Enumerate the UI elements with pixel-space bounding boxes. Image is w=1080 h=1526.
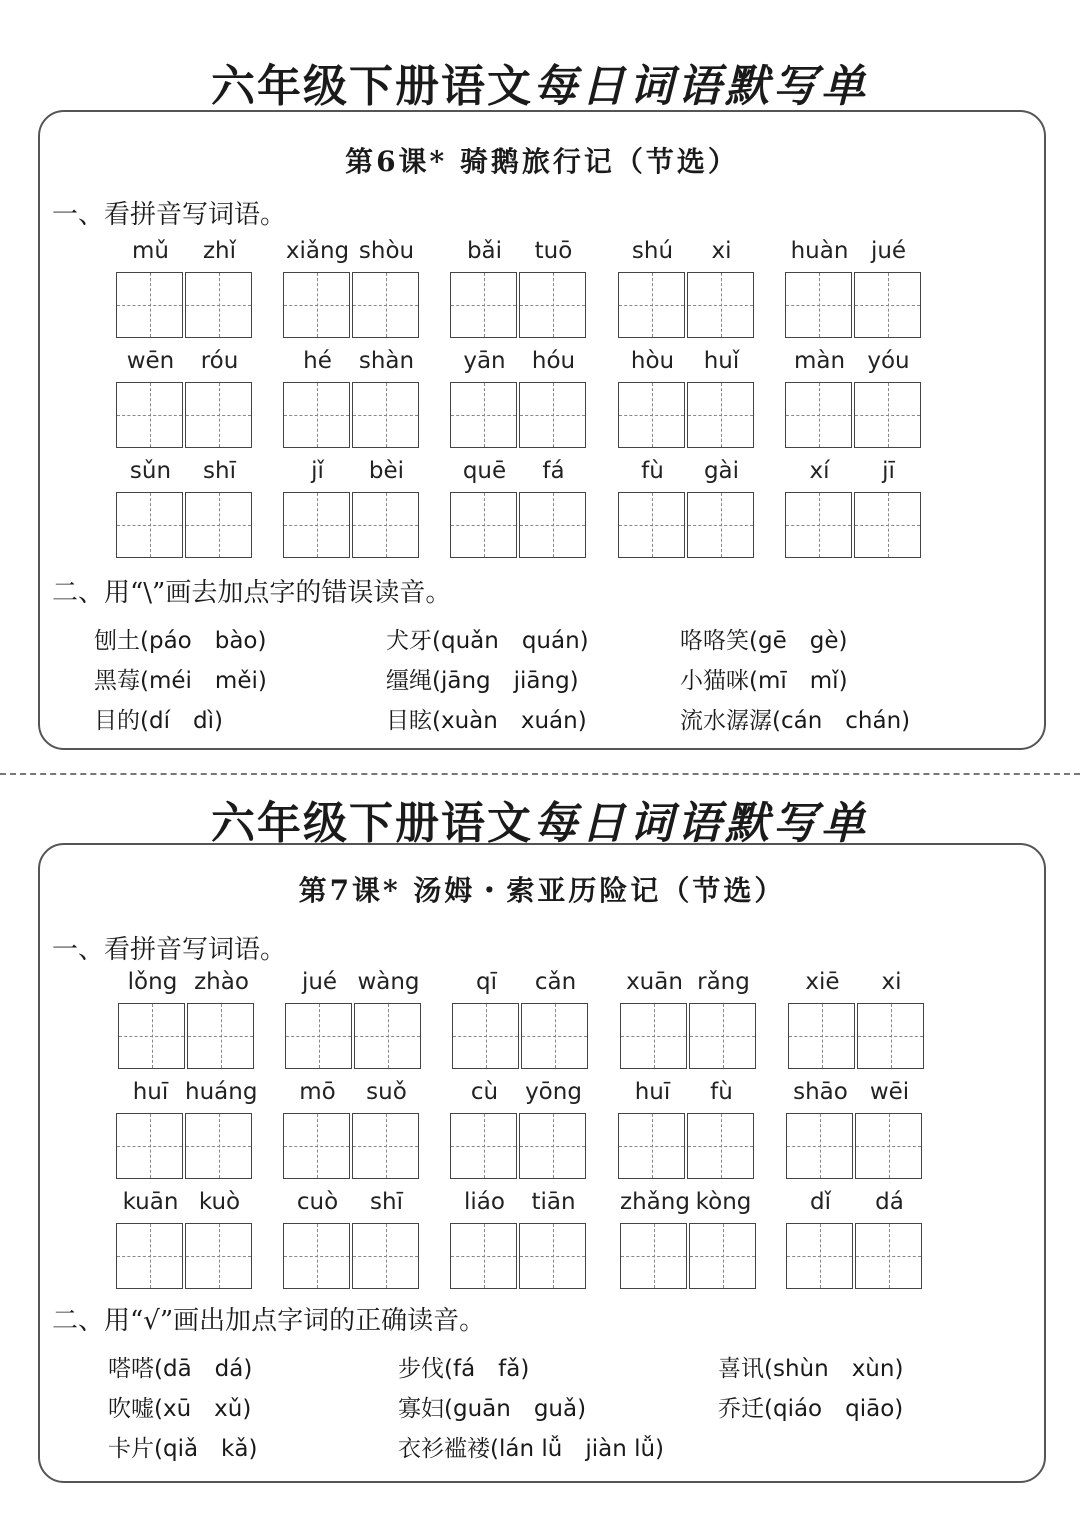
pinyin-label: yóu	[867, 348, 910, 374]
writing-box[interactable]	[618, 382, 685, 448]
writing-box[interactable]	[687, 1113, 754, 1179]
pinyin-label: cǎn	[534, 969, 577, 995]
writing-box[interactable]	[687, 382, 754, 448]
writing-box[interactable]	[352, 382, 419, 448]
reading-item: 嗒嗒(dā dá)	[108, 1356, 253, 1382]
writing-box[interactable]	[116, 1223, 183, 1289]
writing-box[interactable]	[354, 1003, 421, 1069]
pinyin-label: jué	[301, 969, 338, 995]
writing-box[interactable]	[786, 1113, 853, 1179]
pinyin-label: dá	[875, 1189, 904, 1215]
pinyin-label: qī	[476, 969, 497, 995]
writing-box[interactable]	[854, 382, 921, 448]
lesson-title: 第6课* 骑鹅旅行记（节选）	[345, 145, 739, 178]
pinyin-label: gài	[703, 458, 740, 484]
writing-box[interactable]	[450, 1223, 517, 1289]
writing-box[interactable]	[785, 272, 852, 338]
writing-box[interactable]	[283, 1223, 350, 1289]
section-1-heading: 一、看拼音写词语。	[52, 935, 287, 965]
pinyin-label: wēi	[869, 1079, 910, 1105]
writing-box[interactable]	[788, 1003, 855, 1069]
writing-box[interactable]	[521, 1003, 588, 1069]
sheet-title-part2: 每日词语默写单	[533, 61, 869, 112]
pinyin-label: jǐ	[311, 458, 324, 484]
writing-box[interactable]	[185, 1113, 252, 1179]
pinyin-label: shòu	[358, 238, 415, 264]
writing-box[interactable]	[519, 1223, 586, 1289]
writing-box[interactable]	[450, 382, 517, 448]
pinyin-label: kuò	[198, 1189, 241, 1215]
pinyin-label: fù	[641, 458, 664, 484]
pinyin-label: xí	[809, 458, 830, 484]
pinyin-label: fù	[710, 1079, 733, 1105]
writing-box[interactable]	[116, 1113, 183, 1179]
writing-box[interactable]	[620, 1003, 687, 1069]
pinyin-label: huī	[634, 1079, 671, 1105]
pinyin-label: mō	[299, 1079, 336, 1105]
writing-box[interactable]	[450, 492, 517, 558]
pinyin-label: huǐ	[703, 348, 740, 374]
pinyin-label: kuān	[122, 1189, 179, 1215]
reading-item: 吹嘘(xū xǔ)	[108, 1396, 252, 1422]
pinyin-label: zhǎng	[620, 1189, 690, 1215]
pinyin-label: shàn	[358, 348, 415, 374]
pinyin-label: hé	[303, 348, 332, 374]
writing-box[interactable]	[519, 492, 586, 558]
writing-box[interactable]	[785, 382, 852, 448]
reading-item: 衣衫褴褛(lán lǚ jiàn lǚ)	[398, 1436, 665, 1462]
pinyin-label: sǔn	[129, 458, 172, 484]
pinyin-label: huàn	[790, 238, 849, 264]
reading-item: 黑莓(méi měi)	[94, 668, 267, 694]
writing-box[interactable]	[689, 1223, 756, 1289]
pinyin-label: xiǎng	[285, 238, 350, 264]
writing-box[interactable]	[185, 382, 252, 448]
pinyin-label: cuò	[296, 1189, 339, 1215]
pinyin-label: jué	[870, 238, 907, 264]
writing-box[interactable]	[450, 272, 517, 338]
pinyin-label: yān	[463, 348, 506, 374]
writing-box[interactable]	[283, 1113, 350, 1179]
writing-box[interactable]	[185, 492, 252, 558]
writing-box[interactable]	[352, 272, 419, 338]
reading-item: 步伐(fá fǎ)	[398, 1356, 530, 1382]
pinyin-label: rǎng	[697, 969, 750, 995]
writing-box[interactable]	[687, 272, 754, 338]
pinyin-label: hóu	[531, 348, 576, 374]
writing-box[interactable]	[283, 492, 350, 558]
reading-item: 喜讯(shùn xùn)	[718, 1356, 904, 1382]
pinyin-label: shāo	[793, 1079, 848, 1105]
sheet-title-part1: 六年级下册语文	[211, 61, 533, 112]
sheet-title	[0, 50, 1080, 114]
pinyin-label: kòng	[695, 1189, 752, 1215]
writing-box[interactable]	[283, 382, 350, 448]
writing-box[interactable]	[687, 492, 754, 558]
pinyin-label: liáo	[464, 1189, 505, 1215]
writing-box[interactable]	[854, 272, 921, 338]
section-1-heading: 一、看拼音写词语。	[52, 200, 287, 230]
pinyin-label: xi	[711, 238, 732, 264]
pinyin-label: mǔ	[132, 238, 169, 264]
reading-item: 寡妇(guān guǎ)	[398, 1396, 587, 1422]
writing-box[interactable]	[854, 492, 921, 558]
pinyin-label: màn	[793, 348, 846, 374]
pinyin-label: róu	[200, 348, 239, 374]
writing-box[interactable]	[187, 1003, 254, 1069]
reading-item: 小猫咪(mī mǐ)	[680, 668, 848, 694]
pinyin-label: tiān	[531, 1189, 576, 1215]
reading-item: 咯咯笑(gē gè)	[680, 628, 848, 654]
pinyin-label: xi	[881, 969, 902, 995]
pinyin-label: bǎi	[466, 238, 503, 264]
writing-box[interactable]	[786, 1223, 853, 1289]
pinyin-label: tuō	[534, 238, 573, 264]
pinyin-label: shī	[203, 458, 236, 484]
writing-box[interactable]	[855, 1223, 922, 1289]
pinyin-label: huáng	[185, 1079, 258, 1105]
writing-box[interactable]	[519, 1113, 586, 1179]
pinyin-label: zhào	[194, 969, 249, 995]
writing-box[interactable]	[285, 1003, 352, 1069]
writing-box[interactable]	[283, 272, 350, 338]
writing-box[interactable]	[620, 1223, 687, 1289]
writing-box[interactable]	[352, 492, 419, 558]
worksheet-frame	[38, 843, 1046, 1483]
pinyin-label: zhǐ	[202, 238, 237, 264]
section-2-heading: 二、用“\”画去加点字的错误读音。	[52, 578, 452, 608]
pinyin-label: fá	[542, 458, 565, 484]
writing-box[interactable]	[450, 1113, 517, 1179]
pinyin-label: xiē	[805, 969, 840, 995]
pinyin-label: xuān	[626, 969, 683, 995]
writing-box[interactable]	[689, 1003, 756, 1069]
writing-box[interactable]	[185, 1223, 252, 1289]
writing-box[interactable]	[855, 1113, 922, 1179]
writing-box[interactable]	[452, 1003, 519, 1069]
writing-box[interactable]	[618, 1113, 685, 1179]
pinyin-label: shī	[370, 1189, 403, 1215]
writing-box[interactable]	[352, 1113, 419, 1179]
sheet-title	[0, 787, 1080, 851]
lesson-title: 第7课* 汤姆・索亚历险记（节选）	[298, 874, 786, 907]
reading-item: 刨土(páo bào)	[94, 628, 267, 654]
pinyin-label: dǐ	[810, 1189, 831, 1215]
reading-item: 目眩(xuàn xuán)	[386, 708, 587, 734]
pinyin-label: lǒng	[127, 969, 178, 995]
pinyin-label: quē	[462, 458, 507, 484]
writing-box[interactable]	[519, 272, 586, 338]
pinyin-label: suǒ	[366, 1079, 407, 1105]
pinyin-label: hòu	[630, 348, 675, 374]
writing-box[interactable]	[116, 272, 183, 338]
pinyin-label: huī	[132, 1079, 169, 1105]
pinyin-label: yōng	[525, 1079, 582, 1105]
reading-item: 卡片(qiǎ kǎ)	[108, 1436, 258, 1462]
writing-box[interactable]	[116, 492, 183, 558]
pinyin-label: wēn	[126, 348, 175, 374]
writing-box[interactable]	[116, 382, 183, 448]
writing-box[interactable]	[618, 492, 685, 558]
section-2-heading: 二、用“√”画出加点字词的正确读音。	[52, 1306, 486, 1336]
pinyin-label: bèi	[368, 458, 405, 484]
sheet-title-part1: 六年级下册语文	[211, 798, 533, 849]
writing-box[interactable]	[185, 272, 252, 338]
reading-item: 流水潺潺(cán chán)	[680, 708, 911, 734]
pinyin-label: shú	[631, 238, 674, 264]
reading-item: 犬牙(quǎn quán)	[386, 628, 589, 654]
writing-box[interactable]	[785, 492, 852, 558]
worksheet-lesson-7	[0, 775, 1080, 1526]
pinyin-label: wàng	[357, 969, 420, 995]
writing-box[interactable]	[118, 1003, 185, 1069]
writing-box[interactable]	[352, 1223, 419, 1289]
sheet-title-part2: 每日词语默写单	[533, 798, 869, 849]
reading-item: 乔迁(qiáo qiāo)	[718, 1396, 904, 1422]
writing-box[interactable]	[618, 272, 685, 338]
worksheet-frame	[38, 110, 1046, 750]
writing-box[interactable]	[519, 382, 586, 448]
pinyin-label: cù	[470, 1079, 499, 1105]
reading-item: 目的(dí dì)	[94, 708, 223, 734]
writing-box[interactable]	[857, 1003, 924, 1069]
reading-item: 缰绳(jāng jiāng)	[386, 668, 579, 694]
pinyin-label: jī	[882, 458, 895, 484]
